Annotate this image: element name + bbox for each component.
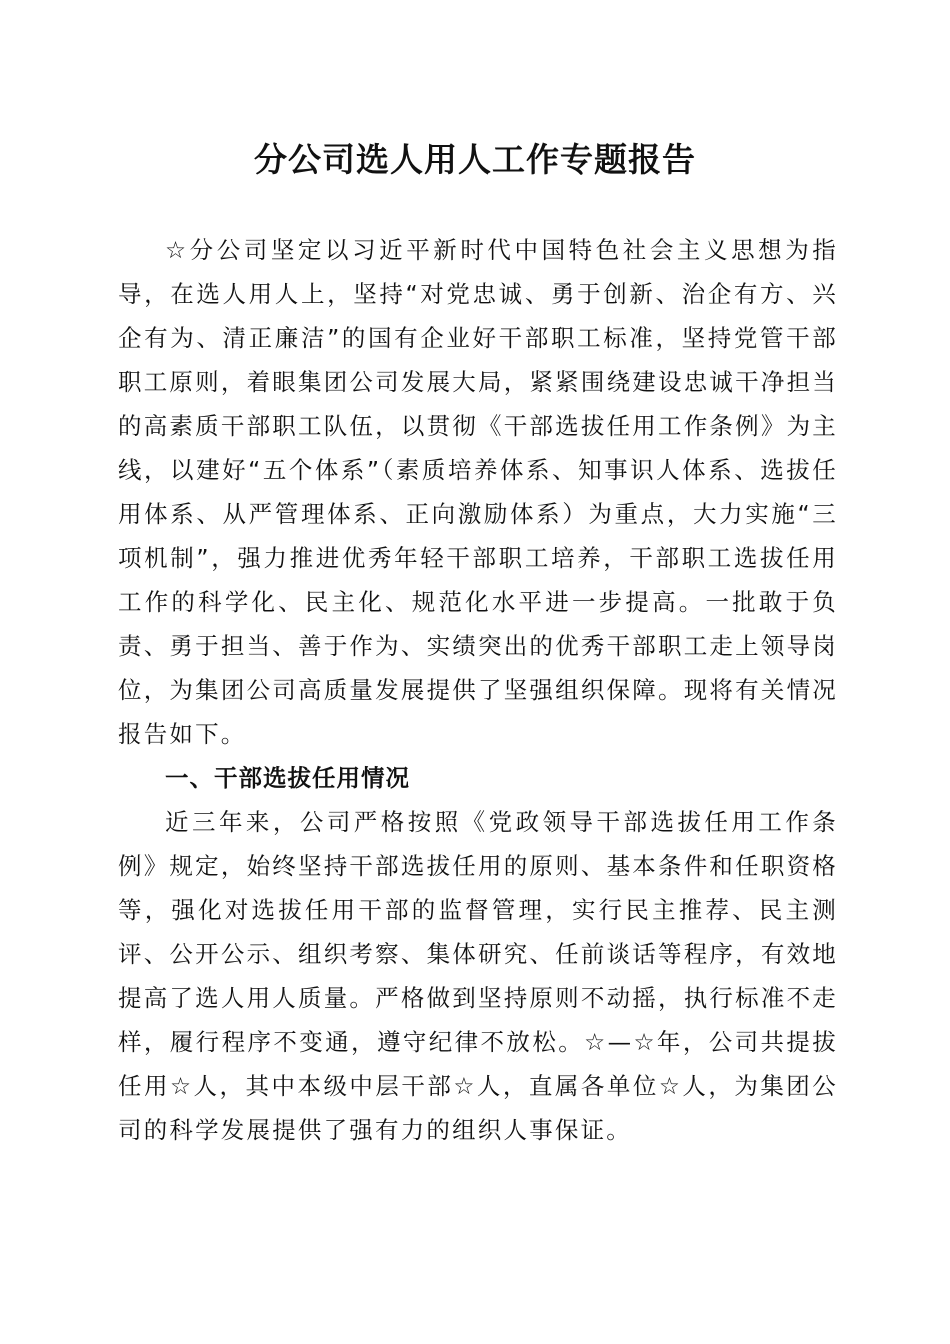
intro-paragraph: ☆分公司坚定以习近平新时代中国特色社会主义思想为指导，在选人用人上，坚持“对党忠诚、勇于创新、治企有方、兴企有为、清正廉洁”的国有企业好干部职工标准，坚持党管干部职工原则，着眼集团公司发展大局，紧紧围绕建设忠诚干净担当的高素质干部职工队伍，以贯彻《干部选拔任用工作条例》为主线，以建好“五个体系”（素质培养体系、知事识人体系、选拔任用体系、从严管理体系、正向激励体系）为重点，大力实施“三项机制”，强力推进优秀年轻干部职工培养，干部职工选拔任用工作的科学化、民主化、规范化水平进一步提高。一批敢于负责、勇于担当、善于作为、实绩突出的优秀干部职工走上领导岗位，为集团公司高质量发展提供了坚强组织保障。现将有关情况报告如下。	[118, 236, 838, 748]
document-title: 分公司选人用人工作专题报告	[254, 140, 696, 179]
section-paragraph-1: 近三年来，公司严格按照《党政领导干部选拔任用工作条例》规定，始终坚持干部选拔任用的原则、基本条件和任职资格等，强化对选拔任用干部的监督管理，实行民主推荐、民主测评、公开公示、组织考察、集体研究、任前谈话等程序，有效地提高了选人用人质量。严格做到坚持原则不动摇，执行标准不走样，履行程序不变通，遵守纪律不放松。☆—☆年，公司共提拔任用☆人，其中本级中层干部☆人，直属各单位☆人，为集团公司的科学发展提供了强有力的组织人事保证。	[118, 808, 838, 1144]
document-body	[118, 228, 838, 1152]
section-heading-1: 一、干部选拔任用情况	[165, 764, 410, 792]
